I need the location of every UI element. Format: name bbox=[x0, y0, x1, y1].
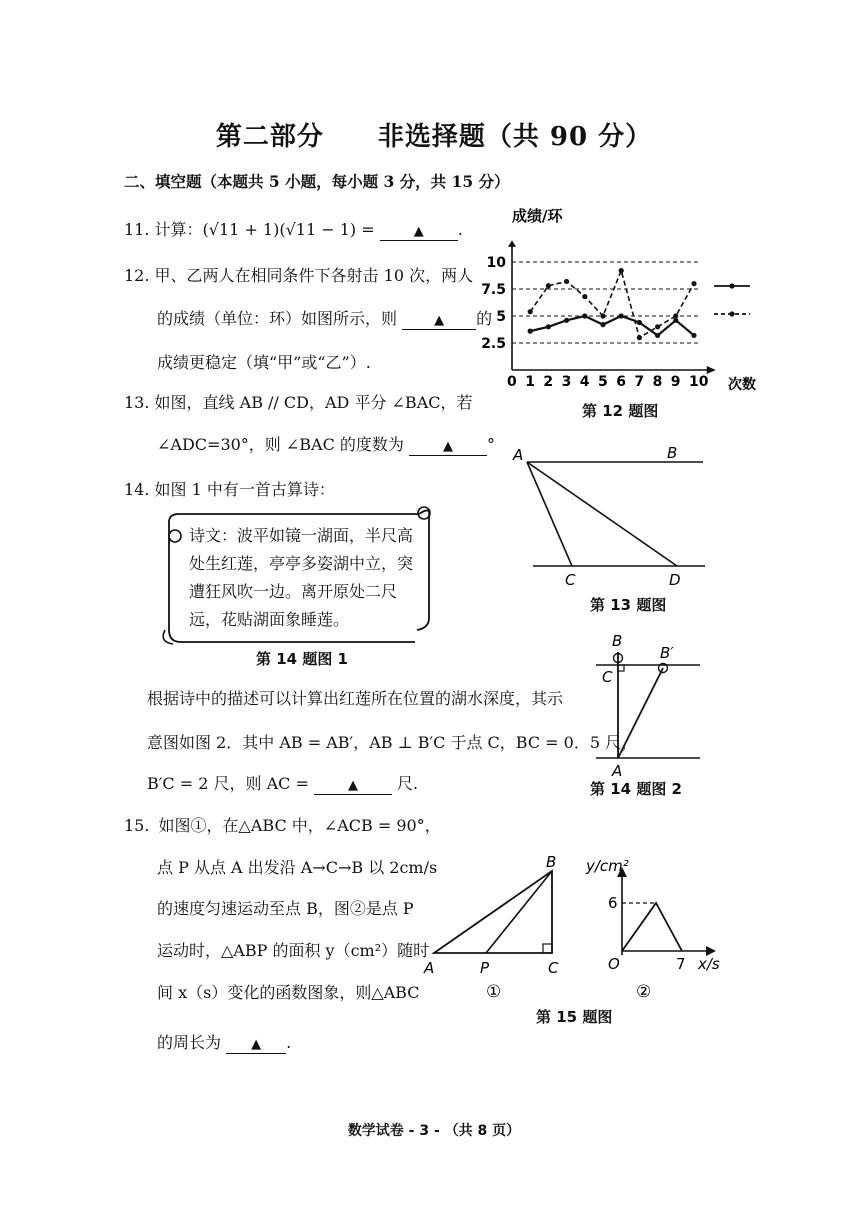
q13-text: ° bbox=[487, 435, 496, 454]
answer-blank[interactable] bbox=[402, 311, 476, 330]
data-point bbox=[582, 294, 587, 299]
label-c: C bbox=[602, 668, 613, 686]
question-15-line1 bbox=[124, 813, 441, 836]
answer-mark: ▲ bbox=[443, 439, 454, 454]
x-tick-label: 0 bbox=[507, 374, 517, 390]
q15-text: 如图①，在△ABC 中，∠ACB = 90°， bbox=[158, 816, 441, 835]
y-axis-arrow bbox=[508, 240, 516, 246]
q11-expr2: √11 − 1 bbox=[285, 220, 350, 239]
data-point bbox=[528, 329, 533, 334]
x-tick-label: 3 bbox=[561, 374, 572, 390]
y-tick-label: 2.5 bbox=[481, 336, 506, 352]
question-15-line2: 点 P 从点 A 出发沿 A→C→B 以 2cm/s bbox=[157, 858, 438, 877]
legend-marker bbox=[729, 311, 734, 316]
segment-pb bbox=[486, 871, 552, 953]
question-14-line4 bbox=[147, 771, 418, 795]
question-15-line4: 运动时，△ABP 的面积 y（cm²）随时 bbox=[157, 941, 430, 960]
q14-text: 尺. bbox=[397, 774, 419, 793]
chart-xlabel: 次数 bbox=[728, 377, 756, 393]
x-tick-label: 2 bbox=[543, 374, 554, 390]
question-15-line5: 间 x（s）变化的函数图象，则△ABC bbox=[157, 983, 420, 1002]
question-14-line1 bbox=[124, 477, 335, 500]
answer-blank[interactable] bbox=[380, 222, 458, 241]
page-title: 第二部分 非选择题（共 90 分） bbox=[215, 122, 653, 152]
q11-suffix: ) = bbox=[349, 220, 375, 239]
poem-line: 处生红莲，亭亭多姿湖中立，突 bbox=[189, 554, 414, 573]
section-header: 二、填空题（本题共 5 小题，每小题 3 分，共 15 分） bbox=[124, 172, 510, 191]
data-point bbox=[637, 320, 642, 325]
figure-number: ① bbox=[486, 982, 502, 1002]
page-footer: 数学试卷 - 3 - （共 8 页） bbox=[347, 1123, 521, 1139]
y-axis-label: y/cm² bbox=[586, 857, 629, 875]
data-point bbox=[691, 333, 696, 338]
figure-caption: 第 15 题图 bbox=[536, 1008, 613, 1026]
x-axis-arrow bbox=[707, 366, 716, 374]
label-a: A bbox=[612, 762, 623, 780]
label-c: C bbox=[548, 959, 559, 977]
q14-text: 如图 1 中有一首古算诗： bbox=[154, 480, 335, 499]
x-tick-label: 1 bbox=[525, 374, 535, 390]
question-number: 14. bbox=[124, 480, 150, 499]
tick-label-6: 6 bbox=[608, 894, 618, 912]
data-point bbox=[600, 313, 605, 318]
series-line bbox=[530, 316, 694, 335]
label-b-prime: B′ bbox=[660, 644, 674, 662]
right-angle-mark bbox=[543, 944, 552, 953]
tick-label-7: 7 bbox=[676, 955, 686, 973]
q15-text: . bbox=[286, 1033, 292, 1052]
data-point bbox=[528, 309, 533, 314]
answer-mark: ▲ bbox=[347, 778, 358, 793]
figure-caption: 第 12 题图 bbox=[582, 402, 659, 420]
series-line bbox=[530, 271, 694, 338]
x-axis-label: x/s bbox=[698, 955, 720, 973]
question-13-line1 bbox=[124, 390, 473, 413]
data-point bbox=[673, 313, 678, 318]
figure-caption: 第 14 题图 2 bbox=[590, 780, 682, 798]
figure-number: ② bbox=[636, 982, 652, 1002]
data-point bbox=[619, 268, 624, 273]
question-number: 12. bbox=[124, 266, 150, 285]
data-point bbox=[582, 313, 587, 318]
segment-ab-prime bbox=[618, 668, 663, 758]
origin-label: O bbox=[608, 955, 620, 973]
chart-ylabel: 成绩/环 bbox=[512, 207, 563, 225]
legend-marker bbox=[729, 283, 734, 288]
y-tick-label: 5 bbox=[496, 309, 506, 325]
answer-blank[interactable] bbox=[226, 1035, 286, 1054]
x-tick-label: 10 bbox=[689, 374, 709, 390]
x-tick-label: 9 bbox=[670, 374, 681, 390]
question-12-line3: 成绩更稳定（填“甲”或“乙”）. bbox=[157, 353, 371, 372]
q12-text: 的成绩（单位：环）如图所示，则 bbox=[157, 309, 398, 328]
poem-line: 远，花贴湖面象睡莲。 bbox=[189, 610, 350, 629]
score-line-chart bbox=[481, 200, 760, 400]
data-point bbox=[546, 283, 551, 288]
area-function-line bbox=[622, 903, 682, 951]
x-tick-label: 7 bbox=[634, 374, 645, 390]
data-point bbox=[655, 333, 660, 338]
label-b: B bbox=[612, 632, 623, 650]
question-number: 15. bbox=[124, 816, 150, 835]
question-15-line6 bbox=[157, 1030, 291, 1054]
q15-text: 的周长为 bbox=[157, 1033, 222, 1052]
y-tick-label: 10 bbox=[486, 255, 506, 271]
geometry-figure-14 bbox=[596, 630, 708, 780]
q11-prefix: 计算：( bbox=[154, 220, 209, 239]
figure-caption: 第 13 题图 bbox=[590, 596, 667, 614]
label-a: A bbox=[424, 959, 435, 977]
q11-end: . bbox=[457, 220, 463, 239]
q11-mid: )( bbox=[273, 220, 286, 239]
q13-text: 如图，直线 AB // CD，AD 平分 ∠BAC，若 bbox=[154, 393, 473, 412]
q14-text: B′C = 2 尺，则 AC = bbox=[147, 774, 309, 793]
question-12-line2 bbox=[157, 306, 492, 330]
poem-line: 诗文：波平如镜一湖面，半尺高 bbox=[189, 526, 414, 545]
data-point bbox=[546, 324, 551, 329]
label-c: C bbox=[565, 571, 576, 589]
data-point bbox=[600, 322, 605, 327]
x-tick-label: 6 bbox=[616, 374, 626, 390]
function-graph-15 bbox=[586, 855, 724, 1005]
x-tick-label: 8 bbox=[652, 374, 663, 390]
poem-text bbox=[189, 522, 413, 634]
question-11 bbox=[124, 217, 463, 241]
q12-text: 的 bbox=[476, 309, 493, 328]
answer-blank[interactable] bbox=[314, 776, 392, 795]
question-number: 13. bbox=[124, 393, 150, 412]
answer-blank[interactable] bbox=[409, 437, 487, 456]
answer-mark: ▲ bbox=[434, 313, 445, 328]
label-p: P bbox=[480, 959, 490, 977]
question-14-line3: 意图如图 2．其中 AB = AB′，AB ⊥ B′C 于点 C，BC = 0．5 尺， bbox=[147, 733, 638, 752]
x-tick-label: 5 bbox=[598, 374, 608, 390]
y-tick-label: 7.5 bbox=[481, 282, 506, 298]
label-b: B bbox=[546, 853, 557, 871]
data-point bbox=[619, 313, 624, 318]
label-d: D bbox=[669, 571, 681, 589]
x-tick-label: 4 bbox=[579, 374, 590, 390]
q13-text: ∠ADC=30°，则 ∠BAC 的度数为 bbox=[157, 435, 404, 454]
poem-line: 遭狂风吹一边。离开原处二尺 bbox=[189, 582, 398, 601]
triangle-figure-15 bbox=[422, 855, 582, 1005]
question-14-line2: 根据诗中的描述可以计算出红莲所在位置的湖水深度，其示 bbox=[147, 689, 564, 708]
data-point bbox=[564, 279, 569, 284]
answer-mark: ▲ bbox=[413, 224, 424, 239]
question-15-line3: 的速度匀速运动至点 B，图②是点 P bbox=[157, 899, 414, 918]
q12-text: 甲、乙两人在相同条件下各射击 10 次，两人 bbox=[154, 266, 474, 285]
data-point bbox=[637, 335, 642, 340]
answer-mark: ▲ bbox=[251, 1037, 262, 1052]
label-a: A bbox=[513, 446, 524, 464]
right-angle-mark bbox=[618, 665, 624, 671]
figure-caption: 第 14 题图 1 bbox=[256, 650, 348, 668]
data-point bbox=[564, 318, 569, 323]
label-b: B bbox=[667, 444, 678, 462]
question-number: 11. bbox=[124, 220, 150, 239]
q11-expr1: √11 + 1 bbox=[208, 220, 274, 239]
triangle-abc bbox=[434, 871, 552, 953]
question-13-line2 bbox=[157, 432, 495, 456]
data-point bbox=[691, 281, 696, 286]
question-12-line1 bbox=[124, 263, 473, 286]
data-point bbox=[655, 324, 660, 329]
geometry-figure-13 bbox=[505, 440, 715, 590]
